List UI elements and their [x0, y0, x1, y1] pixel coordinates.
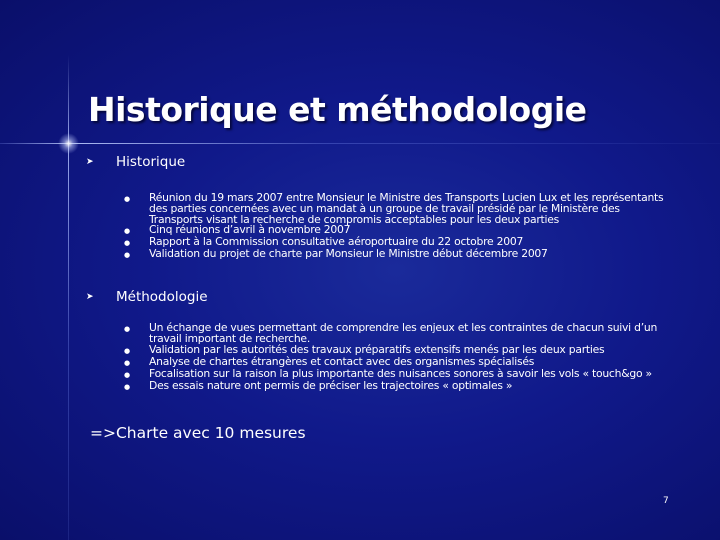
page-number: 7	[663, 496, 669, 506]
list-item-text: Réunion du 19 mars 2007 entre Monsieur le Ministre des Transports Lucien Lux et les représentants des parties concernées avec un mandat à un groupe de travail présidé par le Ministère des Transports visant la recherche de compromis acceptables pour les deux parties	[149, 191, 664, 226]
dot-bullet-icon: ●	[124, 358, 130, 367]
dot-bullet-icon: ●	[124, 370, 130, 379]
section-heading-methodologie	[86, 289, 208, 305]
list-item-text: Validation du projet de charte par Monsieur le Ministre début décembre 2007	[149, 247, 548, 261]
list-item	[124, 323, 669, 345]
dot-bullet-icon: ●	[124, 227, 130, 236]
dot-bullet-icon: ●	[124, 251, 130, 260]
sparkle-icon	[58, 133, 79, 154]
list-item	[124, 249, 669, 261]
decorative-vertical-line	[68, 55, 69, 540]
slide-title: Historique et méthodologie	[88, 90, 587, 129]
dot-bullet-icon: ●	[124, 325, 130, 333]
list-item-text: Rapport à la Commission consultative aéroportuaire du 22 octobre 2007	[149, 235, 524, 249]
list-item	[124, 378, 669, 393]
list-item-text: Un échange de vues permettant de comprendre les enjeux et les contraintes de chacun suivi d’un travail important de recherche.	[149, 321, 658, 345]
bullet-list-historique	[124, 193, 669, 261]
section-heading-historique	[86, 154, 185, 170]
section-heading-label: Méthodologie	[116, 289, 208, 305]
decorative-horizontal-line	[0, 143, 720, 144]
conclusion-text: =>Charte avec 10 mesures	[90, 424, 306, 442]
dot-bullet-icon: ●	[124, 195, 130, 203]
bullet-list-methodologie	[124, 323, 669, 393]
arrowhead-bullet-icon: ➤	[86, 291, 94, 302]
dot-bullet-icon: ●	[124, 239, 130, 248]
list-item-text: Cinq réunions d’avril à novembre 2007	[149, 223, 351, 237]
dot-bullet-icon: ●	[124, 346, 130, 355]
arrowhead-bullet-icon: ➤	[86, 156, 94, 167]
list-item-text: Validation par les autorités des travaux préparatifs extensifs menés par les deux parties	[149, 342, 605, 356]
list-item	[124, 193, 669, 225]
list-item-text: Analyse de chartes étrangères et contact avec des organismes spécialisés	[149, 354, 535, 368]
section-heading-label: Historique	[116, 154, 186, 170]
list-item-text: Des essais nature ont permis de préciser les trajectoires « optimales »	[149, 378, 513, 392]
list-item-text: Focalisation sur la raison la plus importante des nuisances sonores à savoir les vols « touch&go »	[149, 366, 652, 380]
dot-bullet-icon: ●	[124, 382, 130, 391]
